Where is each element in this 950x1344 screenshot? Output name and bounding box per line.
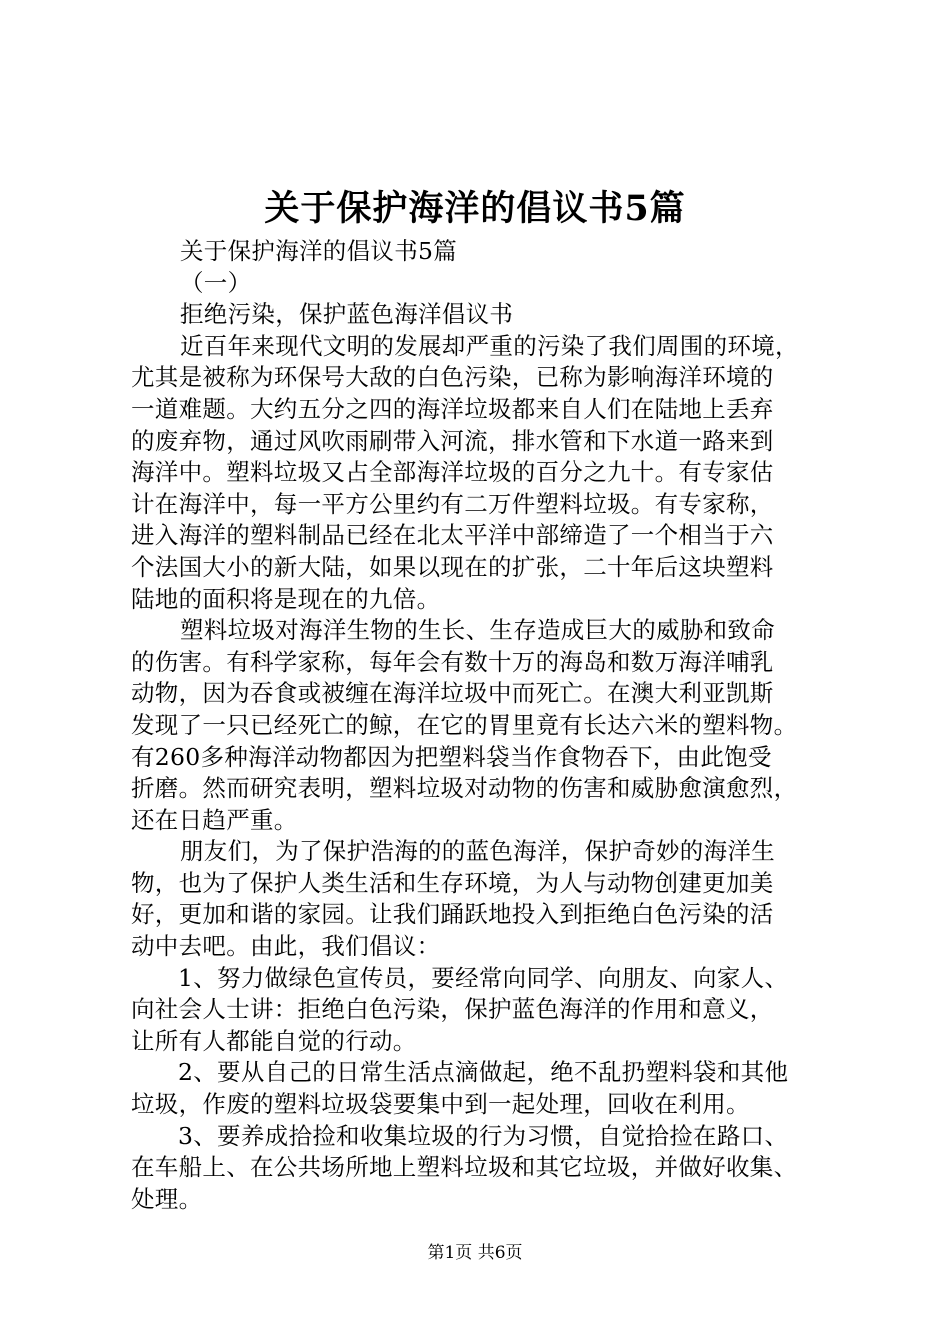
paragraph-line: 陆地的面积将是现在的九倍。 [131,584,441,613]
page-footer: 第1页 共6页 [427,1243,523,1263]
paragraph-line: 塑料垃圾对海洋生物的生长、生存造成巨大的威胁和致命 [180,616,775,645]
list-item-line: 垃圾，作废的塑料垃圾袋要集中到一起处理，回收在利用。 [131,1090,750,1119]
paragraph-line: 物，也为了保护人类生活和生存环境，为人与动物创建更加美 [131,868,774,897]
list-item-line: 让所有人都能自觉的行动。 [131,1026,417,1055]
paragraph-line: 朋友们，为了保护浩海的的蓝色海洋，保护奇妙的海洋生 [180,837,775,866]
paragraph-line: 有260多种海洋动物都因为把塑料袋当作食物吞下，由此饱受 [131,742,772,771]
paragraph-line: 海洋中。塑料垃圾又占全部海洋垃圾的百分之九十。有专家估 [131,458,774,487]
document-title: 关于保护海洋的倡议书5篇 [264,188,686,229]
paragraph-line: 折磨。然而研究表明，塑料垃圾对动物的伤害和威胁愈演愈烈， [131,774,798,803]
subtitle-line: 关于保护海洋的倡议书5篇 [180,237,458,265]
paragraph-line: 一道难题。大约五分之四的海洋垃圾都来自人们在陆地上丢弃 [131,394,774,423]
paragraph-line: 尤其是被称为环保号大敌的白色污染，已称为影响海洋环境的 [131,363,774,392]
paragraph-line: 进入海洋的塑料制品已经在北太平洋中部缔造了一个相当于六 [131,521,774,550]
document-body [131,236,843,1215]
list-item-line: 2、要从自己的日常生活点滴做起，绝不乱扔塑料袋和其他 [178,1058,789,1087]
paragraph-line: 动中去吧。由此，我们倡议： [131,932,441,961]
paragraph-line: 还在日趋严重。 [131,805,298,834]
paragraph-line: 计在海洋中，每一平方公里约有二万件塑料垃圾。有专家称， [131,489,774,518]
section-heading-line: 拒绝污染，保护蓝色海洋倡议书 [180,300,514,329]
list-item-line: 3、要养成拾捡和收集垃圾的行为习惯，自觉拾捡在路口、 [178,1121,789,1150]
list-item-line: 1、努力做绿色宣传员，要经常向同学、向朋友、向家人、 [178,963,789,992]
paragraph-line: 个法国大小的新大陆，如果以现在的扩张，二十年后这块塑料 [131,552,774,581]
section-number-line: （一） [180,268,252,297]
list-item-line: 向社会人士讲：拒绝白色污染，保护蓝色海洋的作用和意义， [131,995,774,1024]
paragraph-line: 的伤害。有科学家称，每年会有数十万的海岛和数万海洋哺乳 [131,647,774,676]
list-item-line: 在车船上、在公共场所地上塑料垃圾和其它垃圾，并做好收集、 [131,1153,798,1182]
paragraph-line: 的废弃物，通过风吹雨刷带入河流，排水管和下水道一路来到 [131,426,774,455]
paragraph-line: 近百年来现代文明的发展却严重的污染了我们周围的环境， [180,331,799,360]
paragraph-line: 好，更加和谐的家园。让我们踊跃地投入到拒绝白色污染的活 [131,900,774,929]
paragraph-line: 动物，因为吞食或被缠在海洋垃圾中而死亡。在澳大利亚凯斯 [131,679,774,708]
list-item-line: 处理。 [131,1184,203,1213]
paragraph-line: 发现了一只已经死亡的鲸，在它的胃里竟有长达六米的塑料物。 [131,710,798,739]
